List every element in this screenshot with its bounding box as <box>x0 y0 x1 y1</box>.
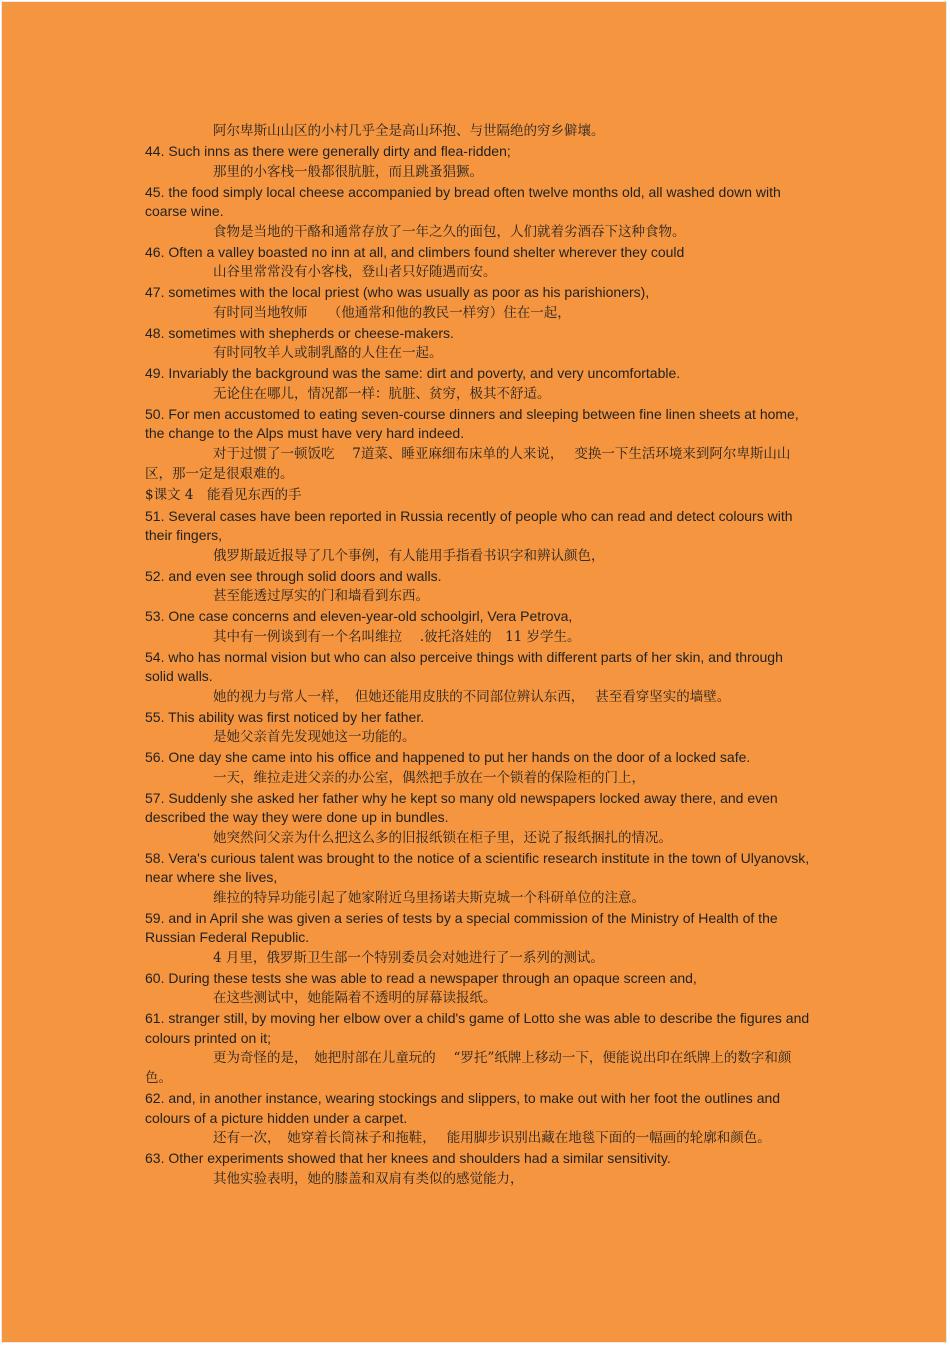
english-sentence: 53. One case concerns and eleven-year-old schoolgirl, Vera Petrova, <box>145 608 573 624</box>
english-sentence: 59. and in April she was given a series of tests by a special commission of the Ministry of Health of the Russian Federal Republic. <box>145 909 778 945</box>
lesson-heading: $课文 4 能看见东西的手 <box>145 486 302 503</box>
english-sentence: 61. stranger still, by moving her elbow over a child's game of Lotto she was able to describe the figures and colours printed on it; <box>145 1010 810 1046</box>
chinese-translation: 4 月里，俄罗斯卫生部一个特别委员会对她进行了一系列的测试。 <box>213 949 604 966</box>
chinese-translation: 阿尔卑斯山山区的小村几乎全是高山环抱、与世隔绝的穷乡僻壤。 <box>213 123 605 139</box>
chinese-translation: 对于过惯了一顿饭吃 7道菜、睡亚麻细布床单的人来说， 变换一下生活环境来到阿尔卑斯山山区，那一定是很艰难的。 <box>145 445 791 482</box>
document-page <box>1 1 947 1343</box>
english-sentence: 58. Vera's curious talent was brought to the notice of a scientific research institute in the town of Ulyanovsk, near where she lives, <box>145 849 810 885</box>
chinese-translation: 维拉的特异功能引起了她家附近乌里扬诺夫斯克城一个科研单位的注意。 <box>213 889 645 906</box>
chinese-translation: 一天，维拉走进父亲的办公室，偶然把手放在一个锁着的保险柜的门上， <box>213 769 645 786</box>
english-sentence: 51. Several cases have been reported in Russia recently of people who can read and detect colours with their fingers, <box>145 507 793 543</box>
english-sentence: 44. Such inns as there were generally dirty and flea-ridden; <box>145 143 511 159</box>
english-sentence: 48. sometimes with shepherds or cheese-makers. <box>145 324 454 341</box>
chinese-translation: 还有一次， 她穿着长筒袜子和拖鞋， 能用脚步识别出藏在地毯下面的一幅画的轮廓和颜色。 <box>213 1130 771 1146</box>
english-sentence: 47. sometimes with the local priest (who was usually as poor as his parishioners), <box>145 284 650 300</box>
document-body <box>145 120 815 1189</box>
chinese-translation: 其他实验表明，她的膝盖和双肩有类似的感觉能力， <box>213 1170 524 1187</box>
chinese-translation: 是她父亲首先发现她这一功能的。 <box>213 729 416 745</box>
chinese-translation: 有时同当地牧师 （他通常和他的教民一样穷）住在一起， <box>213 304 571 321</box>
english-sentence: 60. During these tests she was able to read a newspaper through an opaque screen and, <box>145 969 697 986</box>
english-sentence: 50. For men accustomed to eating seven-course dinners and sleeping between fine linen sheets at home, the change to the Alps must have very hard indeed. <box>145 405 799 441</box>
english-sentence: 52. and even see through solid doors and walls. <box>145 567 442 584</box>
chinese-translation: 其中有一例谈到有一个名叫维拉 .彼托洛娃的 11 岁学生。 <box>213 628 581 645</box>
english-sentence: 49. Invariably the background was the same: dirt and poverty, and very uncomfortable. <box>145 365 681 381</box>
chinese-translation: 食物是当地的干酪和通常存放了一年之久的面包，人们就着劣酒吞下这种食物。 <box>213 223 686 240</box>
english-sentence: 56. One day she came into his office and happened to put her hands on the door of a locked safe. <box>145 749 751 765</box>
chinese-translation: 那里的小客栈一般都很肮脏，而且跳蚤猖獗。 <box>213 163 483 180</box>
english-sentence: 46. Often a valley boasted no inn at all, and climbers found shelter wherever they could <box>145 243 685 260</box>
english-sentence: 63. Other experiments showed that her knees and shoulders had a similar sensitivity. <box>145 1150 671 1166</box>
chinese-translation: 甚至能透过厚实的门和墙看到东西。 <box>213 588 429 604</box>
chinese-translation: 她突然问父亲为什么把这么多的旧报纸锁在柜子里，还说了报纸捆扎的情况。 <box>213 829 672 846</box>
chinese-translation: 无论住在哪儿，情况都一样：肮脏、贫穷，极其不舒适。 <box>213 385 551 402</box>
chinese-translation: 俄罗斯最近报导了几个事例，有人能用手指看书识字和辨认颜色， <box>213 547 605 564</box>
chinese-translation: 有时同牧羊人或制乳酪的人住在一起。 <box>213 345 443 361</box>
english-sentence: 62. and, in another instance, wearing stockings and slippers, to make out with her foot the outlines and colours of a picture hidden under a carpet. <box>145 1090 781 1126</box>
english-sentence: 55. This ability was first noticed by her father. <box>145 708 425 725</box>
english-sentence: 45. the food simply local cheese accompanied by bread often twelve months old, all washed down with coarse wine. <box>145 183 781 219</box>
chinese-translation: 更为奇怪的是， 她把肘部在儿童玩的 “罗托”纸牌上移动一下，便能说出印在纸牌上的数字和颜色。 <box>145 1050 792 1086</box>
english-sentence: 54. who has normal vision but who can also perceive things with different parts of her skin, and through solid walls. <box>145 648 783 684</box>
english-sentence: 57. Suddenly she asked her father why he kept so many old newspapers locked away there, and even described the way they were done up in bundles. <box>145 789 778 825</box>
chinese-translation: 她的视力与常人一样， 但她还能用皮肤的不同部位辨认东西， 甚至看穿坚实的墙壁。 <box>213 688 731 705</box>
chinese-translation: 山谷里常常没有小客栈，登山者只好随遇而安。 <box>213 264 497 280</box>
chinese-translation: 在这些测试中，她能隔着不透明的屏幕读报纸。 <box>213 990 497 1006</box>
